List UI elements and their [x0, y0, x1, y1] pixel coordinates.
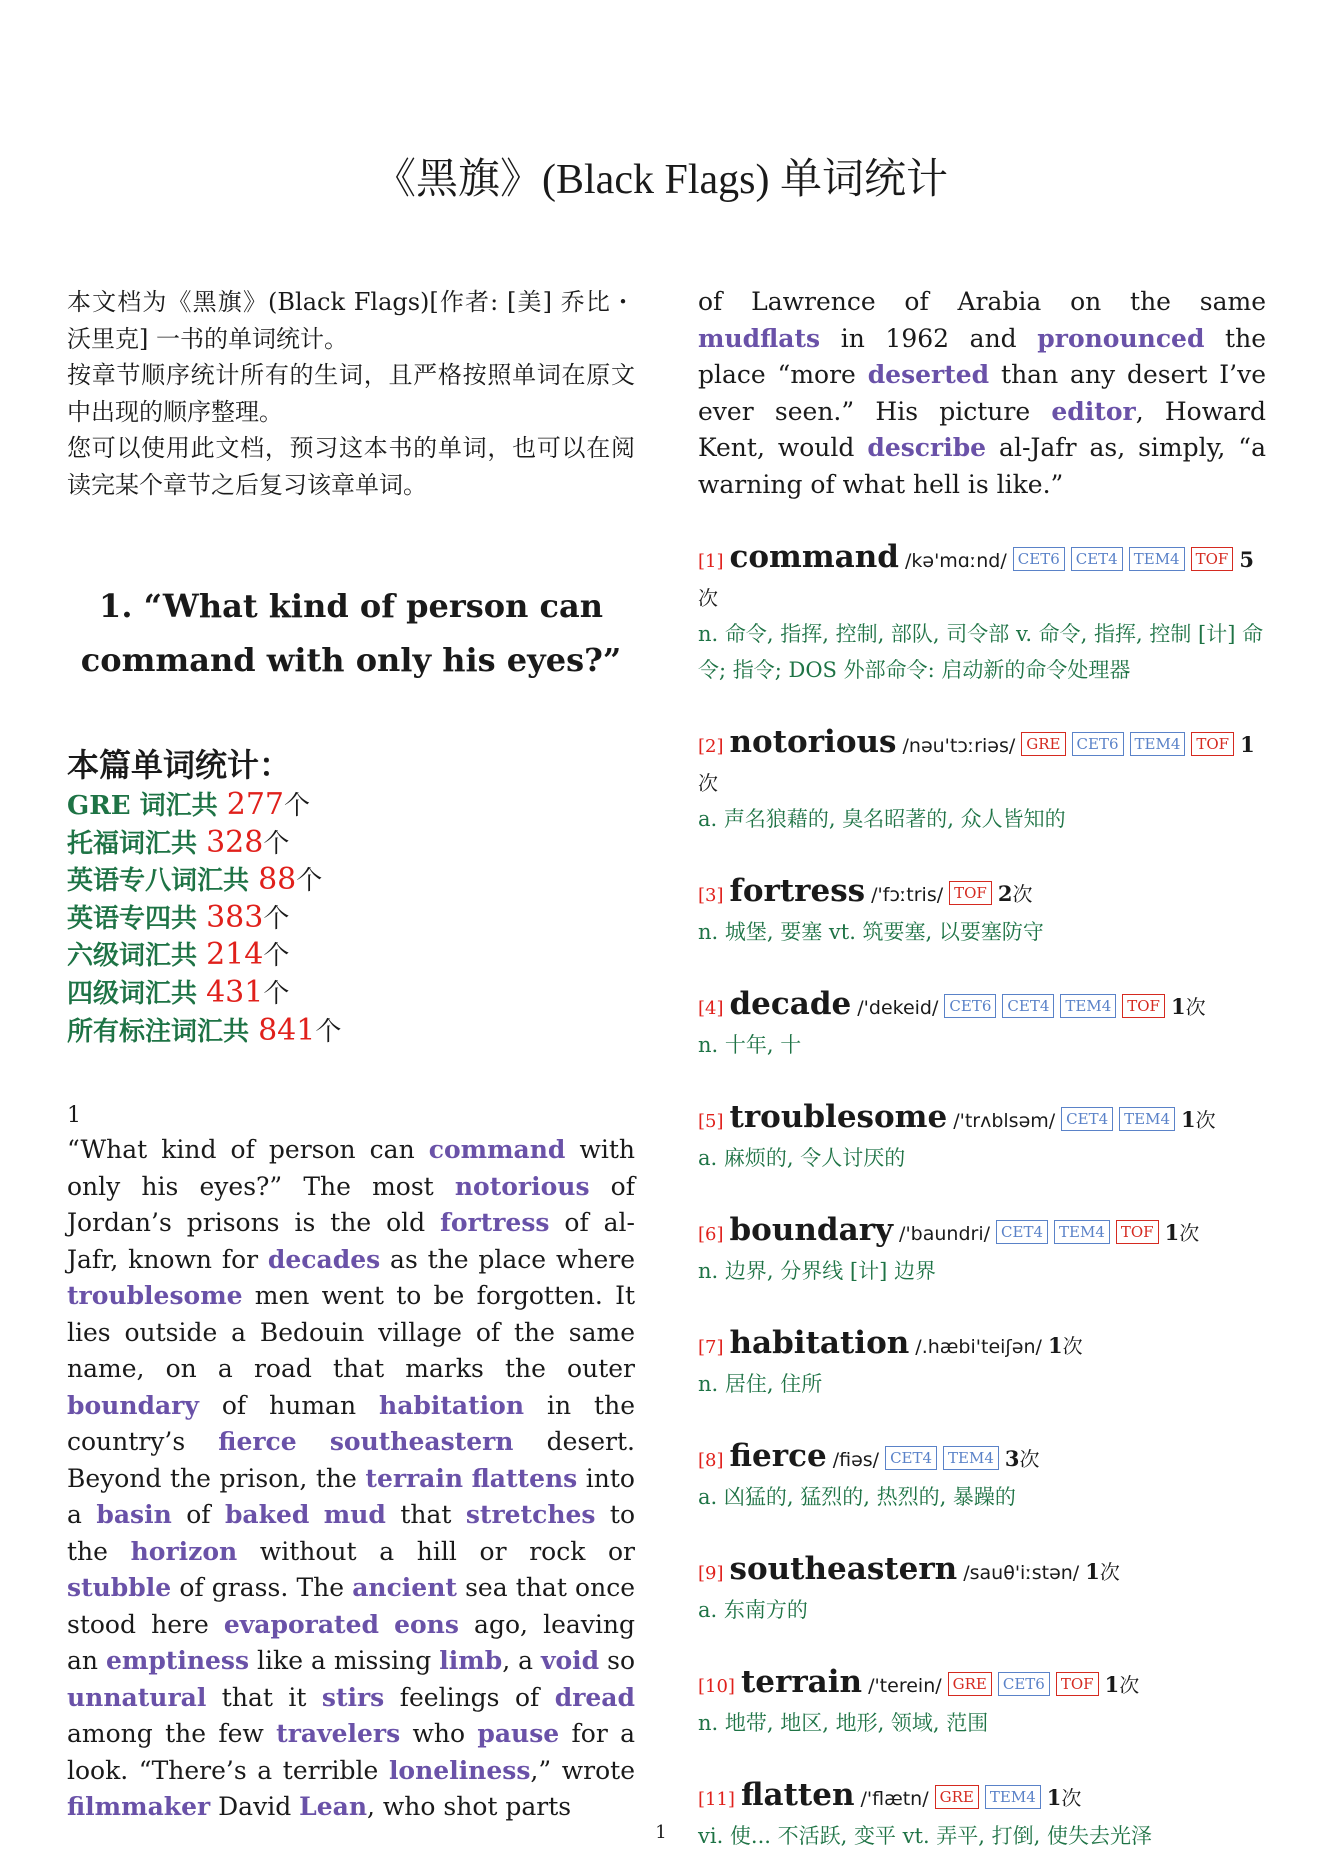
vocab-entry-head — [698, 873, 1266, 914]
entry-index: [5] — [698, 1111, 724, 1132]
entry-definition: n. 命令, 指挥, 控制, 部队, 司令部 v. 命令, 指挥, 控制 [计] 命令; 指令; DOS 外部命令: 启动新的命令处理器 — [698, 622, 1264, 682]
entry-index: [6] — [698, 1224, 724, 1245]
stat-label: 英语专四共 — [67, 903, 207, 934]
right-column — [698, 284, 1266, 1854]
highlighted-word: travelers — [276, 1719, 401, 1749]
entry-count-unit: 次 — [1012, 882, 1033, 906]
exam-tag: TOF — [1122, 994, 1165, 1018]
entry-phonetic: /kə'mɑːnd/ — [904, 550, 1007, 572]
stat-count: 841 — [258, 1012, 316, 1048]
highlighted-word: decades — [267, 1244, 381, 1274]
entry-phonetic: /'dekeid/ — [857, 997, 939, 1019]
stat-label: 所有标注词汇共 — [67, 1016, 259, 1047]
entry-word: boundary — [729, 1212, 894, 1248]
exam-tag: GRE — [935, 1785, 979, 1809]
exam-tag: TOF — [949, 881, 992, 905]
entry-count: 1 — [1240, 732, 1255, 757]
stat-count: 88 — [258, 862, 297, 898]
stat-unit: 个 — [263, 828, 290, 859]
entry-phonetic: /'terein/ — [868, 1675, 942, 1697]
stat-unit: 个 — [263, 941, 290, 972]
exam-tag: TOF — [1191, 732, 1234, 756]
stats-title: 本篇单词统计： — [67, 746, 292, 784]
exam-tag: TEM4 — [1060, 994, 1116, 1018]
exam-tag: TEM4 — [943, 1446, 999, 1470]
stat-count: 431 — [206, 974, 264, 1010]
highlighted-word: stirs — [321, 1682, 385, 1712]
exam-tag: CET4 — [996, 1220, 1048, 1244]
stat-unit: 个 — [263, 978, 290, 1009]
entry-phonetic: /'trʌblsəm/ — [953, 1110, 1056, 1132]
entry-count: 1 — [1181, 1107, 1196, 1132]
entry-count-unit: 次 — [1195, 1108, 1216, 1132]
stat-label: 托福词汇共 — [67, 828, 207, 859]
entry-index: [2] — [698, 736, 724, 757]
exam-tag: TOF — [1116, 1220, 1159, 1244]
entry-index: [4] — [698, 998, 724, 1019]
exam-tag: CET6 — [1013, 547, 1065, 571]
highlighted-word: mudflats — [698, 323, 821, 353]
entry-count: 1 — [1085, 1559, 1100, 1584]
entry-phonetic: /nəu'tɔːriəs/ — [902, 735, 1016, 757]
highlighted-word: horizon — [130, 1536, 238, 1566]
exam-tag: CET4 — [1061, 1107, 1113, 1131]
stat-label: 六级词汇共 — [67, 941, 207, 972]
highlighted-word: troublesome — [67, 1281, 243, 1311]
vocab-entry — [698, 986, 1266, 1063]
entry-index: [7] — [698, 1337, 724, 1358]
entry-word: habitation — [729, 1325, 910, 1361]
exam-tag: CET4 — [885, 1446, 937, 1470]
highlighted-word: Lean — [299, 1792, 368, 1822]
vocabulary-list — [698, 539, 1266, 1854]
entry-count-unit: 次 — [698, 771, 718, 795]
exam-tag: GRE — [1021, 732, 1065, 756]
entry-count-unit: 次 — [698, 586, 718, 610]
entry-word: troublesome — [729, 1099, 948, 1135]
exam-tag: TEM4 — [985, 1785, 1041, 1809]
entry-definition: n. 地带, 地区, 地形, 领域, 范围 — [698, 1711, 989, 1735]
entry-word: fierce — [729, 1438, 827, 1474]
entry-count-unit: 次 — [1061, 1786, 1082, 1810]
entry-count: 3 — [1004, 1446, 1020, 1471]
exam-tag: TOF — [1191, 547, 1234, 571]
entry-count-unit: 次 — [1099, 1560, 1120, 1584]
highlighted-word: pause — [477, 1719, 560, 1749]
vocab-entry-head — [698, 1664, 1266, 1705]
entry-definition: n. 居住, 住所 — [698, 1372, 823, 1396]
highlighted-word: stretches — [465, 1500, 596, 1530]
stat-row — [67, 787, 635, 825]
vocab-entry-head — [698, 986, 1266, 1027]
entry-word: fortress — [729, 873, 866, 909]
stat-row — [67, 1013, 635, 1051]
entry-word: decade — [729, 986, 852, 1022]
vocab-entry-head — [698, 724, 1266, 801]
exam-tag: TEM4 — [1054, 1220, 1110, 1244]
highlighted-word: filmmaker — [67, 1792, 211, 1822]
vocab-entry — [698, 539, 1266, 688]
entry-count-unit: 次 — [1179, 1221, 1200, 1245]
entry-index: [3] — [698, 885, 724, 906]
highlighted-word: evaporated — [223, 1609, 379, 1639]
entry-count-unit: 次 — [1185, 995, 1206, 1019]
stat-row — [67, 975, 635, 1013]
stat-unit: 个 — [284, 791, 311, 821]
vocab-entry-head — [698, 1212, 1266, 1253]
highlighted-word: boundary — [67, 1390, 199, 1420]
entry-index: [10] — [698, 1676, 735, 1697]
exam-tag: GRE — [948, 1672, 992, 1696]
vocab-entry — [698, 724, 1266, 837]
entry-definition: a. 声名狼藉的, 臭名昭著的, 众人皆知的 — [698, 807, 1066, 831]
entry-index: [1] — [698, 551, 724, 572]
intro — [67, 284, 635, 503]
highlighted-word: emptiness — [105, 1646, 250, 1676]
vocab-entry-head — [698, 1099, 1266, 1140]
exam-tag: CET6 — [1072, 732, 1124, 756]
highlighted-word: stubble — [67, 1573, 172, 1603]
vocab-entry — [698, 873, 1266, 950]
entry-word: notorious — [729, 724, 897, 760]
entry-word: terrain — [740, 1664, 863, 1700]
entry-count: 1 — [1046, 1785, 1062, 1810]
stat-count: 214 — [206, 937, 264, 973]
highlighted-word: limb — [439, 1646, 503, 1676]
entry-definition: n. 边界, 分界线 [计] 边界 — [698, 1259, 936, 1283]
highlighted-word: flattens — [471, 1463, 578, 1493]
vocab-entry-head — [698, 1325, 1266, 1366]
highlighted-word: eons — [394, 1609, 459, 1639]
entry-count: 1 — [1164, 1220, 1180, 1245]
stat-row — [67, 900, 635, 938]
document-title: 《黑旗》(Black Flags) 单词统计 — [374, 157, 948, 203]
vocab-entry — [698, 1664, 1266, 1741]
entry-count: 2 — [997, 881, 1013, 906]
entry-phonetic: /'baundri/ — [899, 1223, 991, 1245]
highlighted-word: fierce — [218, 1427, 297, 1457]
highlighted-word: describe — [867, 433, 987, 462]
entry-definition: a. 凶猛的, 猛烈的, 热烈的, 暴躁的 — [698, 1485, 1016, 1509]
stat-label: GRE 词汇共 — [67, 791, 227, 821]
exam-tag: TOF — [1056, 1672, 1099, 1696]
chapter-heading: 1. “What kind of person can command with only his eyes?” — [80, 587, 622, 679]
entry-count-unit: 次 — [1119, 1673, 1140, 1697]
stat-label: 英语专八词汇共 — [67, 866, 259, 897]
highlighted-word: editor — [1051, 396, 1136, 426]
vocab-entry-head — [698, 539, 1266, 616]
highlighted-word: dread — [554, 1682, 635, 1712]
highlighted-word: pronounced — [1037, 323, 1205, 353]
vocab-entry — [698, 1325, 1266, 1402]
intro-paragraph: 您可以使用此文档，预习这本书的单词，也可以在阅读完某个章节之后复习该章单词。 — [67, 434, 635, 499]
stat-count: 328 — [206, 824, 264, 860]
highlighted-word: fortress — [440, 1208, 550, 1238]
entry-count: 5 — [1239, 547, 1254, 572]
exam-tag: TEM4 — [1130, 732, 1186, 756]
highlighted-word: baked — [224, 1500, 310, 1530]
exam-tag: CET6 — [998, 1672, 1050, 1696]
highlighted-word: mud — [323, 1500, 386, 1530]
exam-tag: CET6 — [944, 994, 996, 1018]
entry-phonetic: /'flætn/ — [860, 1788, 929, 1810]
exam-tag: CET4 — [1002, 994, 1054, 1018]
vocab-entry — [698, 1438, 1266, 1515]
stat-unit: 个 — [315, 1016, 342, 1047]
entry-word: flatten — [740, 1777, 855, 1813]
entry-definition: n. 十年, 十 — [698, 1033, 802, 1057]
entry-count-unit: 次 — [1062, 1334, 1083, 1358]
stat-unit: 个 — [296, 866, 323, 897]
stats-list — [67, 787, 635, 1050]
highlighted-word: void — [540, 1646, 600, 1676]
exam-tag: TEM4 — [1119, 1107, 1175, 1131]
exam-tag: TEM4 — [1129, 547, 1185, 571]
highlighted-word: notorious — [454, 1171, 590, 1201]
vocab-entry — [698, 1099, 1266, 1176]
entry-word: southeastern — [729, 1551, 958, 1587]
highlighted-word: basin — [96, 1500, 172, 1530]
vocab-entry-head — [698, 1438, 1266, 1479]
stat-row — [67, 825, 635, 863]
entry-index: [8] — [698, 1450, 724, 1471]
exam-tag: CET4 — [1071, 547, 1123, 571]
highlighted-word: command — [428, 1135, 566, 1165]
left-column — [67, 284, 635, 1826]
entry-index: [9] — [698, 1563, 724, 1584]
entry-phonetic: /'fɔːtris/ — [871, 884, 944, 906]
vocab-entry-head — [698, 1777, 1266, 1818]
entry-phonetic: /fiəs/ — [832, 1449, 880, 1471]
page-number: 1 — [655, 1822, 667, 1843]
intro-paragraph: 按章节顺序统计所有的生词，且严格按照单词在原文中出现的顺序整理。 — [67, 361, 635, 426]
highlighted-word: loneliness — [388, 1755, 531, 1785]
entry-definition: n. 城堡, 要塞 vt. 筑要塞, 以要塞防守 — [698, 920, 1044, 944]
highlighted-word: ancient — [352, 1573, 457, 1603]
entry-phonetic: /sauθ'iːstən/ — [963, 1562, 1080, 1584]
passage-text: “What kind of person can command with only his eyes?” The most notorious of Jordan’s prisons is the old fortress of al-Jafr, known for decades as the place where troublesome men went to be forgotten. It lies outside a Bedouin village of the same name, on a road that marks the outer boundary of human habitation in the country’s fierce southeastern desert. Beyond the prison, the terrain flattens into a basin of baked mud that stretches to the horizon without a hill or rock or stubble of grass. The ancient sea that once stood here evaporated eons ago, leaving an emptiness like a missing limb, a void so unnatural that it stirs feelings of dread among the few travelers who pause for a look. “There’s a terrible loneliness,” wrote filmmaker David Lean, who shot parts — [67, 1135, 636, 1822]
stat-row — [67, 862, 635, 900]
stat-unit: 个 — [263, 903, 290, 934]
stat-count: 383 — [206, 899, 264, 935]
highlighted-word: terrain — [365, 1463, 464, 1493]
section-number: 1 — [67, 1103, 81, 1129]
stat-count: 277 — [226, 787, 284, 822]
intro-paragraph: 本文档为《黑旗》(Black Flags)[作者: [美] 乔比・沃里克] 一书的单词统计。 — [67, 288, 635, 353]
entry-count: 1 — [1047, 1333, 1063, 1358]
entry-word: command — [729, 539, 899, 575]
entry-count: 1 — [1104, 1672, 1120, 1697]
stat-row — [67, 937, 635, 975]
entry-definition: vi. 使... 不活跃, 变平 vt. 弄平, 打倒, 使失去光泽 — [698, 1824, 1153, 1848]
vocab-entry-head — [698, 1551, 1266, 1592]
entry-count-unit: 次 — [1019, 1447, 1040, 1471]
highlighted-word: habitation — [379, 1390, 525, 1420]
entry-definition: a. 东南方的 — [698, 1598, 808, 1622]
highlighted-word: unnatural — [67, 1682, 207, 1712]
vocab-entry — [698, 1212, 1266, 1289]
vocab-entry — [698, 1551, 1266, 1628]
highlighted-word: southeastern — [329, 1427, 514, 1457]
highlighted-word: deserted — [867, 360, 990, 389]
passage-text-continued: of Lawrence of Arabia on the same mudflats in 1962 and pronounced the place “more deserted than any desert I’ve ever seen.” His picture editor, Howard Kent, would describe al-Jafr as, simply, “a warning of what hell is like.” — [698, 287, 1266, 499]
entry-definition: a. 麻烦的, 令人讨厌的 — [698, 1146, 906, 1170]
entry-phonetic: /.hæbi'teiʃən/ — [915, 1336, 1042, 1358]
stat-label: 四级词汇共 — [67, 978, 207, 1009]
entry-index: [11] — [698, 1789, 735, 1810]
entry-count: 1 — [1170, 994, 1186, 1019]
